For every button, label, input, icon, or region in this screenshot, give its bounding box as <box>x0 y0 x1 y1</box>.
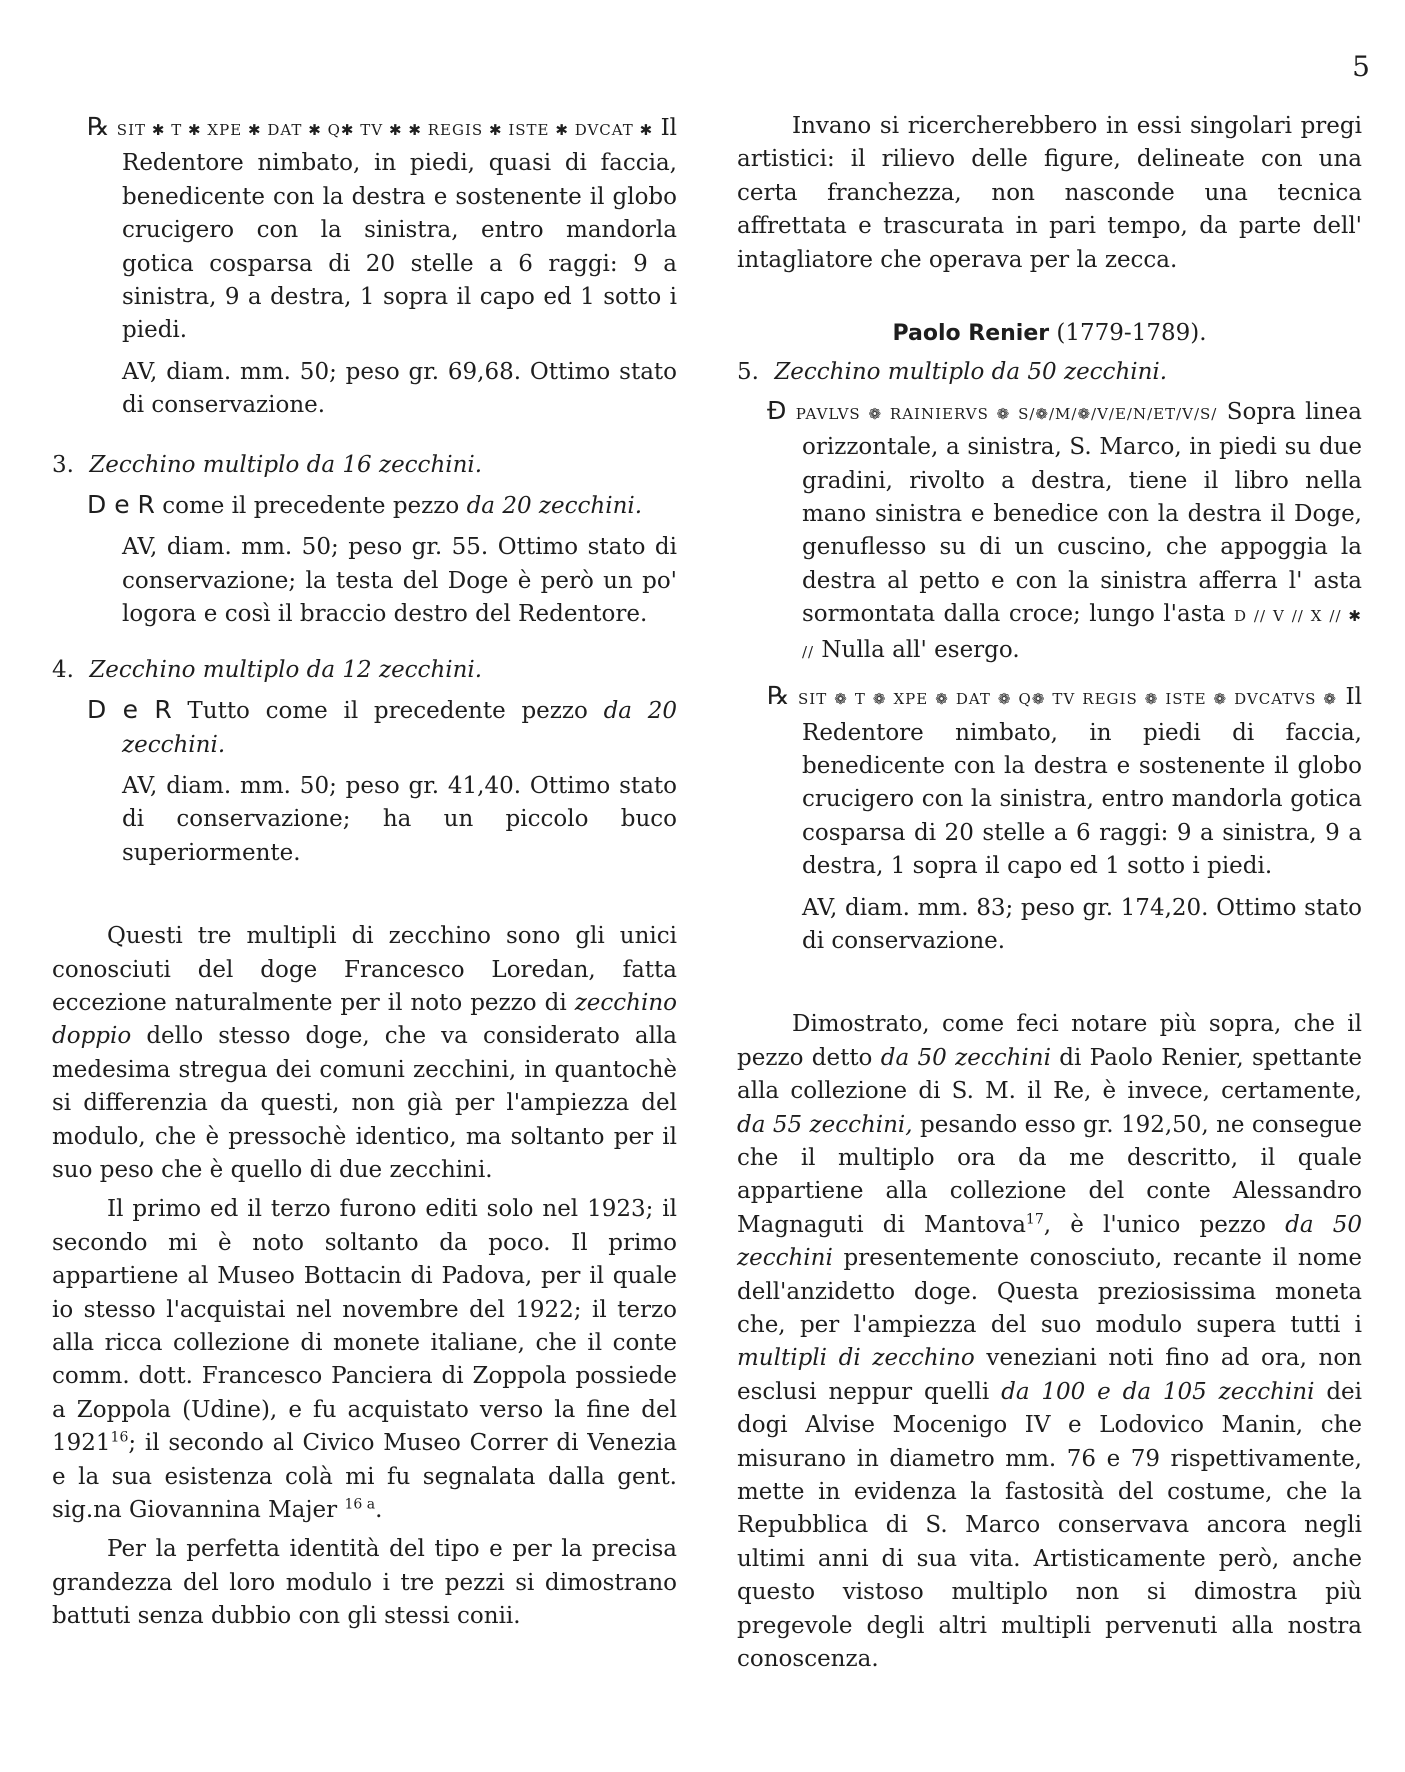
para1-text-b: dello stesso doge, che va considerato alla medesima stregua dei comuni zecchini, in quantochè si differenzia da questi, non già per l'ampiezza del modulo, che è pressochè identico, ma soltanto per il suo peso che è quello di due zecchini. <box>52 1023 678 1183</box>
paragraph-2 <box>52 1193 677 1527</box>
entry4-sides <box>87 693 677 762</box>
paragraph-1 <box>52 920 677 1187</box>
entry4-number: 4. <box>52 656 74 683</box>
entry3-heading <box>52 449 677 482</box>
obverse-symbol: Đ <box>767 395 787 425</box>
entry3-desc-italic: da 20 zecchini. <box>466 493 643 520</box>
para4-italic-1: da 50 zecchini <box>880 1044 1051 1071</box>
para2-text-c: . <box>375 1497 383 1524</box>
para4-text-c: pesando esso gr. 192,50, ne consegue che il multiplo ora da me descritto, il quale appartiene alla collezione del conte Alessandro Magnaguti di Mantova <box>737 1111 1363 1238</box>
para4-italic-2: da 55 zecchini, <box>737 1111 913 1138</box>
entry5-specs: AV, diam. mm. 83; peso gr. 174,20. Ottimo stato di conservazione. <box>802 894 1362 954</box>
entry5-title: Zecchino multiplo da 50 zecchini. <box>774 359 1168 386</box>
paragraph-intro: Invano si ricercherebbero in essi singolari pregi artistici: il rilievo delle figure, delineate con una certa franchezza, non nasconde una tecnica affrettata e trascurata in pari tempo, da parte dell' intagliatore che operava per la zecca. <box>737 113 1362 273</box>
para4-italic-5: da 100 e da 105 zecchini <box>1001 1378 1315 1405</box>
paragraph-3: Per la perfetta identità del tipo e per la precisa grandezza del loro modulo i tre pezzi si dimostrano battuti senza dubbio con gli stessi conii. <box>52 1536 677 1630</box>
footnote-ref: 17 <box>1025 1211 1044 1228</box>
para4-text-f: veneziani noti fino ad ora, non esclusi neppur quelli <box>737 1345 1362 1405</box>
entry5-obverse-end: Nulla all' esergo. <box>821 636 1020 663</box>
footnote-ref: 16 a <box>344 1496 376 1513</box>
entry3-number: 3. <box>52 451 74 478</box>
entry4-desc-italic: da 20 zecchini. <box>122 698 677 758</box>
para2-text-a: Il primo ed il terzo furono editi solo nel 1923; il secondo mi è noto soltanto da poco. Il primo appartiene al Museo Bottacin di Padova, per il quale io stesso l'acquistai nel novembre del 1922; il terzo alla ricca collezione di monete italiane, che il conte comm. dott. Francesco Panciera di Zoppola possiede a Zoppola (Udine), e fu acquistato verso la fine del 1921 <box>52 1196 677 1457</box>
left-column <box>52 110 677 1634</box>
footnote-ref: 16 <box>110 1429 129 1446</box>
section-name: Paolo Renier <box>892 321 1050 347</box>
section-heading <box>737 317 1362 350</box>
para4-text-a: Dimostrato, come feci notare più sopra, che il pezzo detto <box>737 1011 1362 1071</box>
entry3-title: Zecchino multiplo da 16 zecchini. <box>89 451 483 478</box>
entry5-heading <box>737 356 1362 389</box>
entry5-reverse-text: Il Redentore nimbato, in piedi di faccia, benedicente con la destra e sostenente il globo crucigero con la sinistra, entro mandorla gotica cosparsa di 20 stelle a 6 raggi: 9 a sinistra, 9 a destra, 1 sopra il capo ed 1 sotto i piedi. <box>802 684 1362 880</box>
para4-text-b: di Paolo Renier, spettante alla collezione di S. M. il Re, è invece, certamente, <box>737 1044 1363 1105</box>
para4-text-g: dei dogi Alvise Mocenigo IV e Lodovico Manin, che misurano in diametro mm. 76 e 79 rispettivamente, mette in evidenza la fastosità del costume, che la Repubblica di S. Marco conservava ancora negli ultimi anni di sua vita. Artisticamente però, anche questo vistoso multiplo non si dimostra più pregevole degli altri multipli pervenuti alla nostra conoscenza. <box>737 1378 1363 1673</box>
para4-text-d: , è l'unico pezzo <box>1043 1211 1266 1238</box>
entry5-reverse-legend: SIT ❁ T ❁ XPE ❁ DAT ❁ Q❁ TV REGIS ❁ ISTE ❁ DVCATVS ❁ <box>798 690 1337 709</box>
reverse-symbol: ℞ <box>87 112 110 141</box>
entry4-heading <box>52 654 677 687</box>
entry3-sides <box>87 488 677 523</box>
entry5-reverse <box>767 679 1362 883</box>
para2-text-b: ; il secondo al Civico Museo Correr di Venezia e la sua esistenza colà mi fu segnalata dalla gent. sig.na Giovannina Majer <box>52 1430 677 1524</box>
entry2-specs: AV, diam. mm. 50; peso gr. 69,68. Ottimo stato di conservazione. <box>122 358 677 419</box>
entry2-reverse-text: Il Redentore nimbato, in piedi, quasi di faccia, benedicente con la destra e sostenente il globo crucigero con la sinistra, entro mandorla gotica cosparsa di 20 stelle a 6 raggi: 9 a sinistra, 9 a destra, 1 sopra il capo ed 1 sotto i piedi. <box>122 115 678 344</box>
entry5-obverse <box>767 394 1363 669</box>
page-number: 5 <box>1352 50 1370 83</box>
reverse-symbol: ℞ <box>767 681 790 711</box>
entry3-desc-prefix: come il precedente pezzo <box>162 493 460 520</box>
entry4-desc-prefix: Tutto come il precedente pezzo <box>187 698 588 725</box>
para4-italic-4: multipli di zecchino <box>737 1345 975 1372</box>
entry3-specs: AV, diam. mm. 50; peso gr. 55. Ottimo stato di conservazione; la testa del Doge è però un po' logora e così il braccio destro del Redentore. <box>122 534 677 628</box>
para4-text-e: presentemente conosciuto, recante il nome dell'anzidetto doge. Questa preziosissima moneta che, per l'ampiezza del suo modulo supera tutti i <box>737 1245 1362 1338</box>
entry4-specs: AV, diam. mm. 50; peso gr. 41,40. Ottimo stato di conservazione; ha un piccolo buco superiormente. <box>122 772 677 866</box>
entry2-reverse-legend: SIT ✱ T ✱ XPE ✱ DAT ✱ Q✱ TV ✱ ✱ REGIS ✱ ISTE ✱ DVCAT ✱ <box>116 121 654 139</box>
entry5-obverse-text: Sopra linea orizzontale, a sinistra, S. Marco, in piedi su due gradini, rivolto a destra, tiene il libro nella mano sinistra e benedice con la destra il Doge, genuflesso su di un cuscino, che appoggia la destra al petto e con la sinistra afferra l' asta sormontata dalla croce; lungo l'asta <box>802 398 1363 628</box>
entry5-obverse-legend: PAVLVS ❁ RAINIERVS ❁ S/❁/M/❁/V/E/N/ET/V/S/ <box>795 404 1218 423</box>
entry4-title: Zecchino multiplo da 12 zecchini. <box>89 656 483 683</box>
entry5-obverse-asta: D // V // X // ✱ // <box>802 607 1362 661</box>
sides-symbol: D e R <box>87 490 155 520</box>
entry5-number: 5. <box>737 359 759 386</box>
right-column <box>737 110 1362 1676</box>
section-years: (1779-1789). <box>1056 320 1207 347</box>
entry2-reverse <box>87 110 678 348</box>
para4-italic-3: da 50 zecchini <box>737 1211 1363 1272</box>
paragraph-4 <box>737 1008 1362 1676</box>
para1-text-a: Questi tre multipli di zecchino sono gli unici conosciuti del doge Francesco Loredan, fatta eccezione naturalmente per il noto pezzo di <box>52 923 677 1016</box>
sides-symbol: D e R <box>87 695 172 725</box>
para1-italic: zecchino doppio <box>52 989 678 1050</box>
